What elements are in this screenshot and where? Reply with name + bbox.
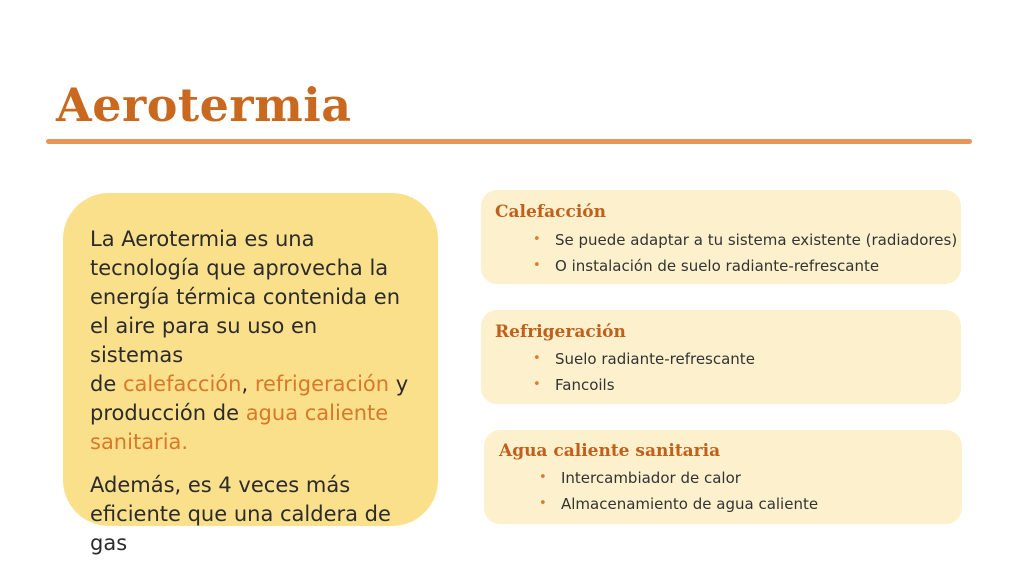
intro-text: , <box>241 372 255 396</box>
list-item <box>533 253 957 279</box>
card-title: Calefacción <box>495 202 607 222</box>
list-item-text: O instalación de suelo radiante-refrescante <box>555 257 880 275</box>
card-refrigeracion <box>481 310 961 404</box>
title-underline <box>46 139 972 144</box>
card-agua-caliente-sanitaria <box>484 430 962 524</box>
intro-text: de <box>90 372 123 396</box>
card-calefaccion <box>481 190 961 284</box>
intro-line: Además, es 4 veces más <box>90 473 351 497</box>
intro-line: el aire para su uso en sistemas <box>90 314 318 367</box>
highlight-sanitaria: sanitaria. <box>90 430 189 454</box>
intro-line: eficiente que una caldera de gas <box>90 502 391 555</box>
list-item-text: Intercambiador de calor <box>561 469 741 487</box>
bullet-icon: • <box>539 470 547 485</box>
efficiency-paragraph <box>90 471 414 558</box>
list-item-text: Almacenamiento de agua caliente <box>561 495 819 513</box>
list-item <box>539 465 818 491</box>
bullet-icon: • <box>533 232 541 247</box>
list-item <box>533 346 755 372</box>
list-item <box>539 491 818 517</box>
intro-text: producción de <box>90 401 246 425</box>
card-title: Refrigeración <box>495 322 626 342</box>
highlight-refrigeracion: refrigeración <box>254 372 390 396</box>
card-title: Agua caliente sanitaria <box>499 441 721 461</box>
highlight-agua-caliente: agua caliente <box>245 401 389 425</box>
list-item-text: Suelo radiante-refrescante <box>555 350 755 368</box>
list-item <box>533 227 957 253</box>
list-item-text: Se puede adaptar a tu sistema existente (radiadores) <box>555 231 958 249</box>
card-list <box>533 227 957 279</box>
intro-line: La Aerotermia es una <box>90 227 315 251</box>
highlight-calefaccion: calefacción <box>122 372 242 396</box>
bullet-icon: • <box>539 496 547 511</box>
bullet-icon: • <box>533 351 541 366</box>
bullet-icon: • <box>533 377 541 392</box>
list-item-text: Fancoils <box>555 376 615 394</box>
bullet-icon: • <box>533 258 541 273</box>
intro-text: y <box>389 372 409 396</box>
card-list <box>533 346 755 398</box>
card-list <box>539 465 818 517</box>
intro-paragraph <box>90 225 414 457</box>
intro-box <box>63 193 438 555</box>
page-title: Aerotermia <box>56 78 352 132</box>
intro-line: tecnología que aprovecha la <box>90 256 389 280</box>
list-item <box>533 372 755 398</box>
intro-line: energía térmica contenida en <box>90 285 401 309</box>
